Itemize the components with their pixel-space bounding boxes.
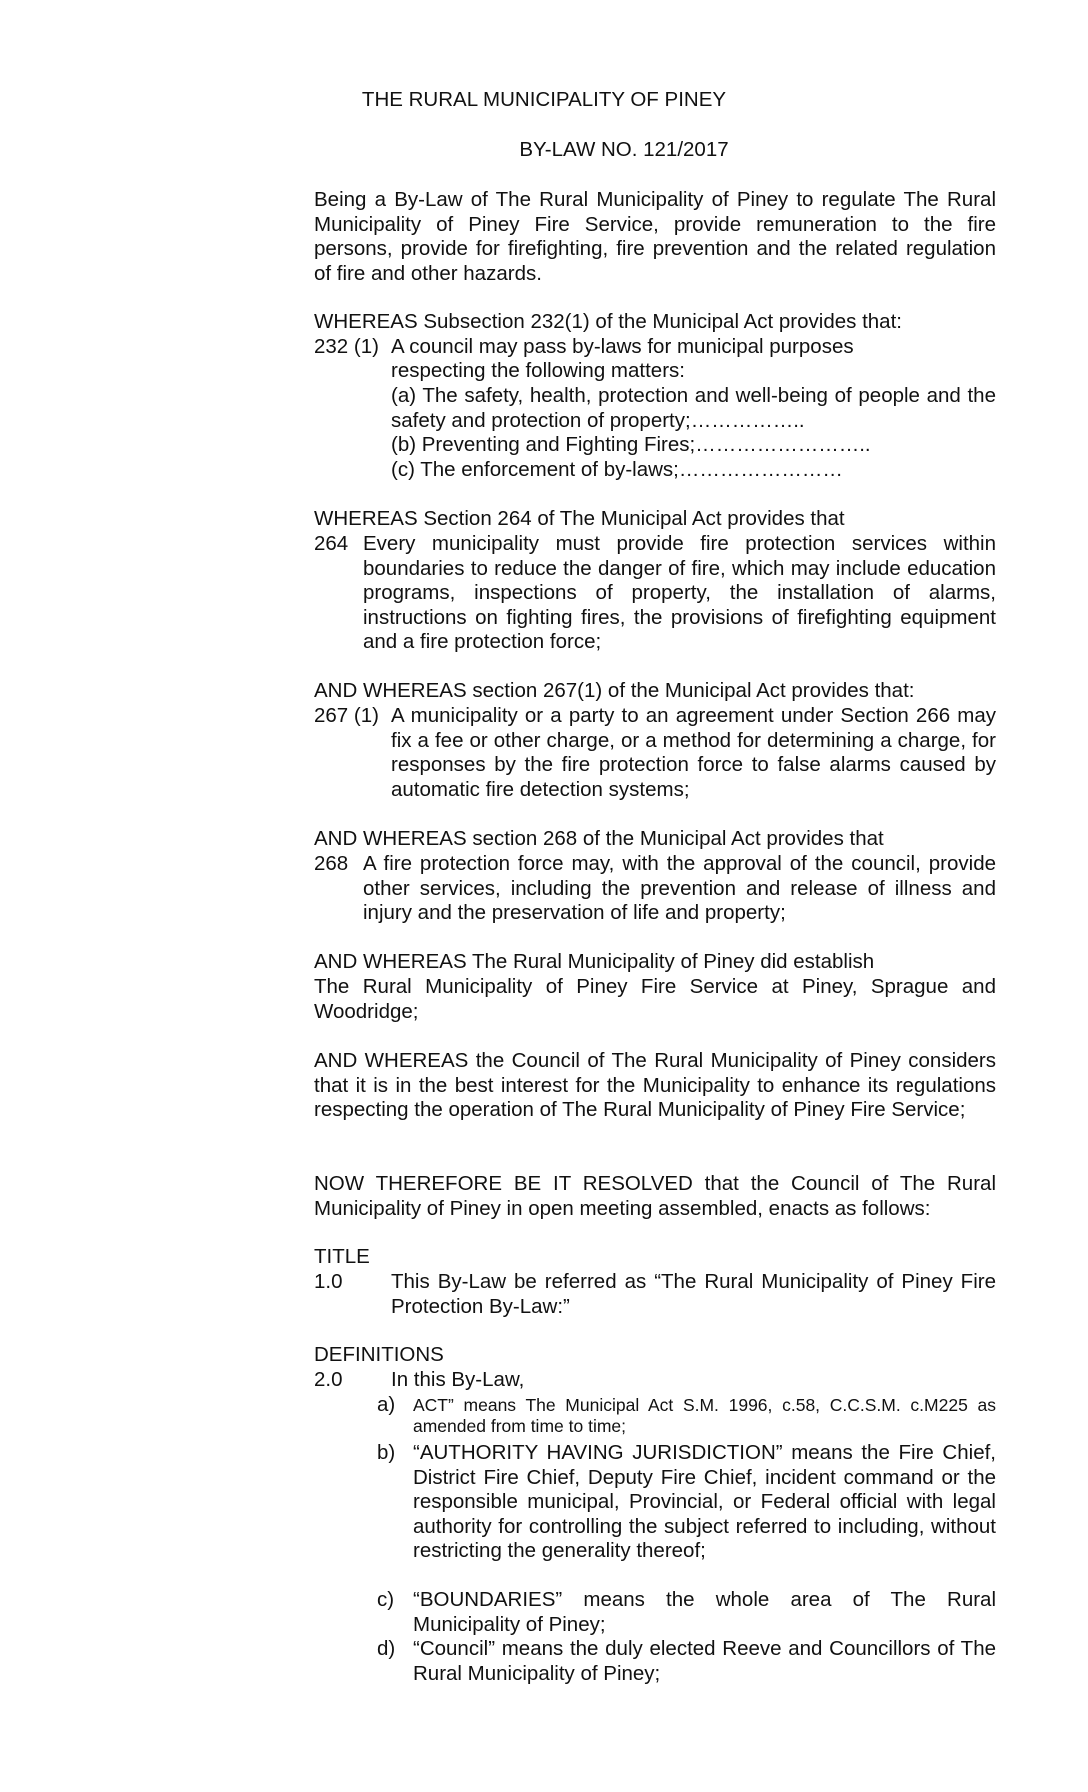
- definition-letter: c): [377, 1588, 395, 1611]
- section-268-text: A fire protection force may, with the approval of the council, provide other services, including the prevention and release of illness and injury and the preservation of life and property;: [363, 852, 996, 924]
- whereas-establish-line1: AND WHEREAS The Rural Municipality of Piney did establish: [314, 950, 875, 973]
- whereas-232-lead: WHEREAS Subsection 232(1) of the Municipal Act provides that:: [314, 310, 902, 333]
- section-267-text: A municipality or a party to an agreement under Section 266 may fix a fee or other charge, or a method for determining a charge, for responses by the fire protection force to false alarms caused by automatic fire detection systems;: [391, 704, 996, 801]
- definition-a-text: ACT” means The Municipal Act S.M. 1996, c.58, C.C.S.M. c.M225 as amended from time to time;: [413, 1395, 996, 1436]
- section-number-264: 264: [314, 532, 349, 555]
- whereas-264-lead: WHEREAS Section 264 of The Municipal Act provides that: [314, 507, 845, 530]
- municipality-heading: THE RURAL MUNICIPALITY OF PINEY: [361, 88, 727, 111]
- section-264-text: Every municipality must provide fire protection services within boundaries to reduce the danger of fire, which may include education programs, inspections of property, the installation of alarms, instructions on fighting fires, the provisions of firefighting equipment and a fire protection force;: [363, 532, 996, 653]
- title-heading: TITLE: [314, 1245, 370, 1268]
- title-section-text: This By-Law be referred as “The Rural Municipality of Piney Fire Protection By-Law:”: [391, 1270, 996, 1318]
- definition-b-text: “AUTHORITY HAVING JURISDICTION” means the Fire Chief, District Fire Chief, Deputy Fire Chief, incident command or the responsible municipal, Provincial, or Federal official with legal authority for controlling the subject referred to including, without restricting the generality thereof;: [413, 1441, 996, 1562]
- whereas-267-lead: AND WHEREAS section 267(1) of the Municipal Act provides that:: [314, 679, 915, 702]
- definition-c-text: “BOUNDARIES” means the whole area of The Rural Municipality of Piney;: [413, 1588, 996, 1636]
- definitions-heading: DEFINITIONS: [314, 1343, 444, 1366]
- definition-d-text: “Council” means the duly elected Reeve and Councillors of The Rural Municipality of Piney;: [413, 1637, 996, 1685]
- definition-letter: b): [377, 1441, 396, 1464]
- bylaw-number: BY-LAW NO. 121/2017: [519, 138, 729, 161]
- title-section-number: 1.0: [314, 1270, 343, 1293]
- section-232-item-b: (b) Preventing and Fighting Fires;……………………..: [391, 433, 871, 456]
- definitions-intro: In this By-Law,: [391, 1368, 525, 1391]
- section-232-text-line1: A council may pass by-laws for municipal purposes: [391, 335, 854, 358]
- resolved-paragraph: NOW THEREFORE BE IT RESOLVED that the Council of The Rural Municipality of Piney in open meeting assembled, enacts as follows:: [314, 1172, 996, 1220]
- definition-letter: d): [377, 1637, 396, 1660]
- whereas-council-paragraph: AND WHEREAS the Council of The Rural Municipality of Piney considers that it is in the best interest for the Municipality to enhance its regulations respecting the operation of The Rural Municipality of Piney Fire Service;: [314, 1049, 996, 1121]
- section-232-item-c: (c) The enforcement of by-laws;……………………: [391, 458, 843, 481]
- section-232-item-a: (a) The safety, health, protection and well-being of people and the safety and protection of property;……………..: [391, 384, 996, 432]
- definition-letter: a): [377, 1393, 396, 1416]
- section-number-232: 232 (1): [314, 335, 379, 358]
- whereas-establish-rest: The Rural Municipality of Piney Fire Service at Piney, Sprague and Woodridge;: [314, 975, 996, 1023]
- intro-paragraph: Being a By-Law of The Rural Municipality of Piney to regulate The Rural Municipality of Piney Fire Service, provide remuneration to the fire persons, provide for firefighting, fire prevention and the related regulation of fire and other hazards.: [314, 188, 996, 285]
- whereas-268-lead: AND WHEREAS section 268 of the Municipal Act provides that: [314, 827, 884, 850]
- section-number-268: 268: [314, 852, 349, 875]
- definitions-section-number: 2.0: [314, 1368, 343, 1391]
- section-number-267: 267 (1): [314, 704, 379, 727]
- section-232-text-line2: respecting the following matters:: [391, 359, 685, 382]
